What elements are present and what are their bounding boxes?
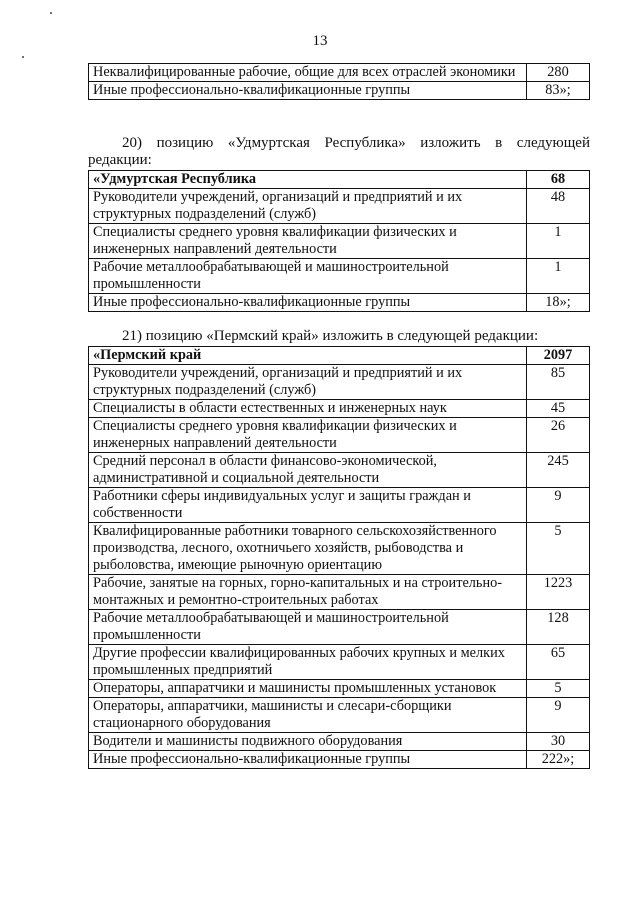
row-label: Специалисты в области естественных и инженерных наук	[89, 400, 527, 418]
row-label: Иные профессионально-квалификационные группы	[89, 294, 527, 312]
table-row	[89, 488, 590, 523]
table-row	[89, 680, 590, 698]
table-row	[89, 82, 590, 100]
row-value: 222»;	[527, 751, 590, 769]
row-value: 83»;	[527, 82, 590, 100]
table-row	[89, 645, 590, 680]
table-row	[89, 453, 590, 488]
scan-speck	[50, 12, 52, 14]
row-value: 65	[527, 645, 590, 680]
table-row	[89, 523, 590, 575]
table-row	[89, 751, 590, 769]
table-head-row	[89, 171, 590, 189]
row-value: 5	[527, 523, 590, 575]
row-value: 18»;	[527, 294, 590, 312]
row-value: 85	[527, 365, 590, 400]
row-label: Средний персонал в области финансово-экономической, административной и социальной деятельности	[89, 453, 527, 488]
row-value: 48	[527, 189, 590, 224]
row-label: Квалифицированные работники товарного сельскохозяйственного производства, лесного, охотничьего хозяйств, рыбоводства и рыболовства, имеющие рыночную ориентацию	[89, 523, 527, 575]
row-value: 1	[527, 259, 590, 294]
row-value: 26	[527, 418, 590, 453]
table-row	[89, 733, 590, 751]
table-row	[89, 189, 590, 224]
item-20-text: 20) позицию «Удмуртская Республика» изложить в следующей редакции:	[88, 135, 590, 168]
row-label: Неквалифицированные рабочие, общие для всех отраслей экономики	[89, 64, 527, 82]
item-21-text: 21) позицию «Пермский край» изложить в следующей редакции:	[122, 328, 539, 344]
row-label: Работники сферы индивидуальных услуг и защиты граждан и собственности	[89, 488, 527, 523]
row-value: 1223	[527, 575, 590, 610]
row-value: 1	[527, 224, 590, 259]
region-total: 2097	[527, 347, 590, 365]
row-value: 9	[527, 698, 590, 733]
row-value: 128	[527, 610, 590, 645]
scan-speck	[22, 56, 24, 58]
table-row	[89, 610, 590, 645]
region-name: «Пермский край	[89, 347, 527, 365]
table-row	[89, 418, 590, 453]
region-name: «Удмуртская Республика	[89, 171, 527, 189]
row-label: Рабочие металлообрабатывающей и машиностроительной промышленности	[89, 610, 527, 645]
table-row	[89, 224, 590, 259]
row-label: Специалисты среднего уровня квалификации физических и инженерных направлений деятельности	[89, 418, 527, 453]
table-continuation	[88, 63, 590, 100]
row-value: 30	[527, 733, 590, 751]
row-label: Иные профессионально-квалификационные группы	[89, 82, 527, 100]
table-row	[89, 64, 590, 82]
row-label: Руководители учреждений, организаций и предприятий и их структурных подразделений (служб)	[89, 189, 527, 224]
row-value: 45	[527, 400, 590, 418]
page-number: 13	[312, 33, 328, 49]
table-perm	[88, 346, 590, 769]
row-label: Водители и машинисты подвижного оборудования	[89, 733, 527, 751]
item-21-paragraph	[88, 328, 590, 345]
region-total: 68	[527, 171, 590, 189]
row-value: 5	[527, 680, 590, 698]
table-row	[89, 294, 590, 312]
row-value: 280	[527, 64, 590, 82]
row-label: Операторы, аппаратчики, машинисты и слесари-сборщики стационарного оборудования	[89, 698, 527, 733]
table-row	[89, 575, 590, 610]
table-row	[89, 365, 590, 400]
table-row	[89, 698, 590, 733]
row-label: Иные профессионально-квалификационные группы	[89, 751, 527, 769]
table-row	[89, 259, 590, 294]
table-head-row	[89, 347, 590, 365]
row-label: Специалисты среднего уровня квалификации физических и инженерных направлений деятельности	[89, 224, 527, 259]
row-label: Другие профессии квалифицированных рабочих крупных и мелких промышленных предприятий	[89, 645, 527, 680]
row-label: Рабочие, занятые на горных, горно-капитальных и на строительно-монтажных и ремонтно-строительных работах	[89, 575, 527, 610]
table-row	[89, 400, 590, 418]
row-value: 245	[527, 453, 590, 488]
table-udmurtia	[88, 170, 590, 312]
row-label: Рабочие металлообрабатывающей и машиностроительной промышленности	[89, 259, 527, 294]
item-20-paragraph	[88, 135, 590, 169]
row-label: Руководители учреждений, организаций и предприятий и их структурных подразделений (служб)	[89, 365, 527, 400]
row-label: Операторы, аппаратчики и машинисты промышленных установок	[89, 680, 527, 698]
row-value: 9	[527, 488, 590, 523]
